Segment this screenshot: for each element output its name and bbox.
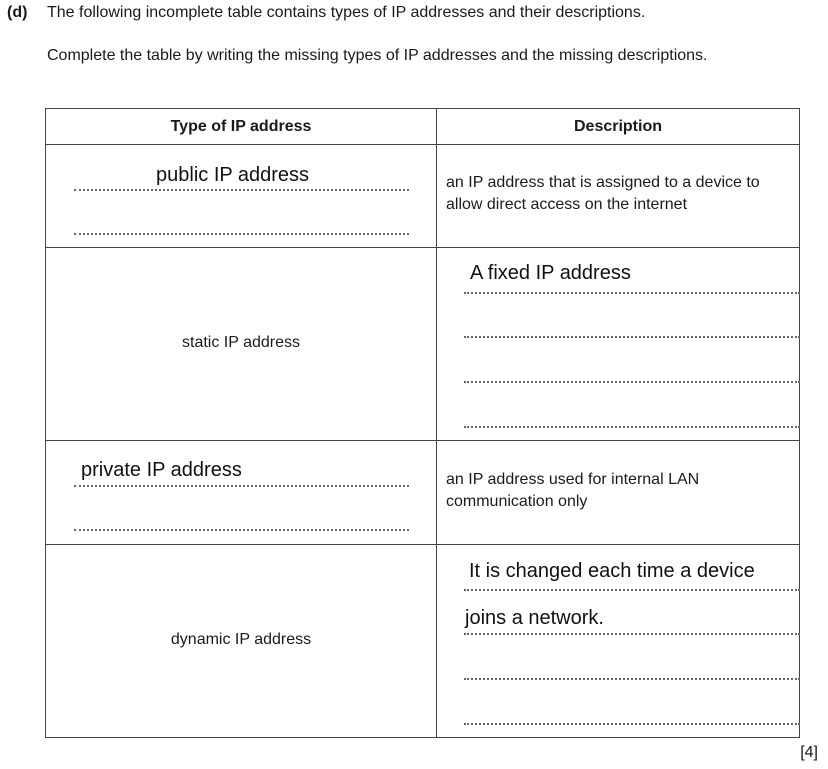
header-type: Type of IP address: [46, 109, 437, 145]
answer-line: [464, 678, 800, 680]
handwritten-answer: A fixed IP address: [470, 262, 631, 284]
type-answer-cell[interactable]: [46, 145, 437, 248]
answer-line: [464, 292, 800, 294]
answer-line: [464, 589, 800, 591]
table-row: [46, 441, 800, 545]
description-answer-cell[interactable]: [437, 248, 800, 441]
question-instruction: Complete the table by writing the missing types of IP addresses and the missing descriptions.: [47, 47, 708, 64]
ip-address-table: [45, 108, 800, 738]
answer-line: [74, 233, 409, 235]
answer-line: [464, 336, 800, 338]
question-label: (d): [7, 4, 28, 21]
type-text: static IP address: [182, 334, 300, 351]
handwritten-answer: It is changed each time a device: [469, 560, 755, 582]
question-text: The following incomplete table contains types of IP addresses and their descriptions.: [47, 4, 646, 21]
answer-line: [464, 633, 800, 635]
table-row: [46, 145, 800, 248]
marks-indicator: [4]: [800, 744, 818, 761]
description-text: an IP address that is assigned to a device to allow direct access on the internet: [446, 174, 760, 213]
answer-line: [74, 529, 409, 531]
answer-line: [464, 426, 800, 428]
handwritten-answer: joins a network.: [465, 607, 604, 629]
description-cell: [437, 441, 800, 545]
table-row: [46, 545, 800, 738]
handwritten-answer: public IP address: [156, 164, 310, 186]
description-text: an IP address used for internal LAN communication only: [446, 471, 700, 510]
type-answer-cell[interactable]: [46, 441, 437, 545]
answer-line: [464, 723, 800, 725]
description-answer-cell[interactable]: [437, 545, 800, 738]
type-cell: [46, 248, 437, 441]
type-cell: [46, 545, 437, 738]
handwritten-answer: private IP address: [81, 459, 242, 481]
answer-line: [74, 485, 409, 487]
type-text: dynamic IP address: [170, 631, 312, 648]
description-cell: [437, 145, 800, 248]
answer-line: [74, 189, 409, 191]
table-row: [46, 248, 800, 441]
header-description: Description: [437, 109, 800, 145]
answer-line: [464, 381, 800, 383]
table-header-row: [46, 109, 800, 145]
